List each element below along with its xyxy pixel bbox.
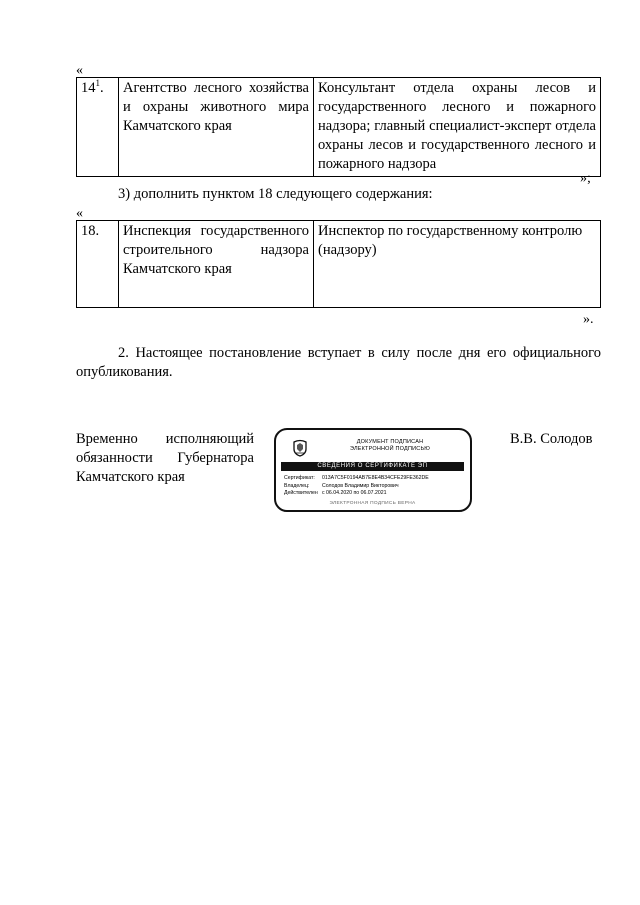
stamp-certificate-details [284,475,429,498]
positions-table-18 [76,220,601,308]
organization-cell: Агентство лесного хозяйства и охраны животного мира Камчатского края [119,78,314,177]
signatory-name: В.В. Солодов [510,431,593,447]
stamp-title-line: ЭЛЕКТРОННОЙ ПОДПИСЬЮ [349,446,431,452]
stamp-label: Владелец: [284,482,310,489]
effective-date-paragraph: 2. Настоящее постановление вступает в силу после дня его официального опубликования. [76,345,601,380]
amendment-item-3: 3) дополнить пунктом 18 следующего содержания: [118,186,433,202]
certificate-validity: с 06.04.2020 по 06.07.2021 [322,490,387,496]
positions-cell: Консультант отдела охраны лесов и государственного лесного и пожарного надзора; главный специалист-эксперт отдела охраны лесов и государственного лесного и пожарного надзора [314,78,601,177]
position-cell: Инспектор по государственному контролю (надзору) [314,221,601,308]
stamp-row [284,483,429,491]
stamp-verification-note: ЭЛЕКТРОННАЯ ПОДПИСЬ ВЕРНА [329,501,416,506]
table-row [77,78,601,177]
closing-quote: ». [583,312,594,327]
stamp-title-line: ДОКУМЕНТ ПОДПИСАН [356,439,424,445]
signatory-title [76,430,254,487]
stamp-label: Сертификат: [284,475,315,481]
table-row [77,221,601,308]
row-number-superscript: 1 [95,78,100,89]
signatory-title-line: Временно исполняющий [76,431,254,447]
coat-of-arms-icon [292,439,308,457]
electronic-signature-stamp [274,428,472,512]
opening-quote: « [76,206,83,221]
stamp-certificate-header: СВЕДЕНИЯ О СЕРТИФИКАТЕ ЭП [281,462,464,471]
signatory-title-line: Камчатского края [76,469,185,485]
signatory-title-line: обязанности Губернатора [76,450,254,466]
row-number-cell [77,78,119,177]
stamp-label: Действителен [284,490,318,496]
row-number: 14 [81,80,96,96]
stamp-row [284,475,429,483]
positions-table-14-1 [76,77,601,177]
organization-cell: Инспекция государственного строительного надзора Камчатского края [119,221,314,308]
certificate-owner: Солодов Владимир Викторович [322,482,399,489]
opening-quote: « [76,63,83,78]
row-number-suffix: . [100,80,104,96]
row-number-cell: 18. [77,221,119,308]
certificate-number: 013A7C5F0194AB7E8E4B34CFE29FE362DE [322,475,429,481]
stamp-row [284,490,429,498]
closing-quote: »; [580,171,591,186]
stamp-title [320,439,460,453]
